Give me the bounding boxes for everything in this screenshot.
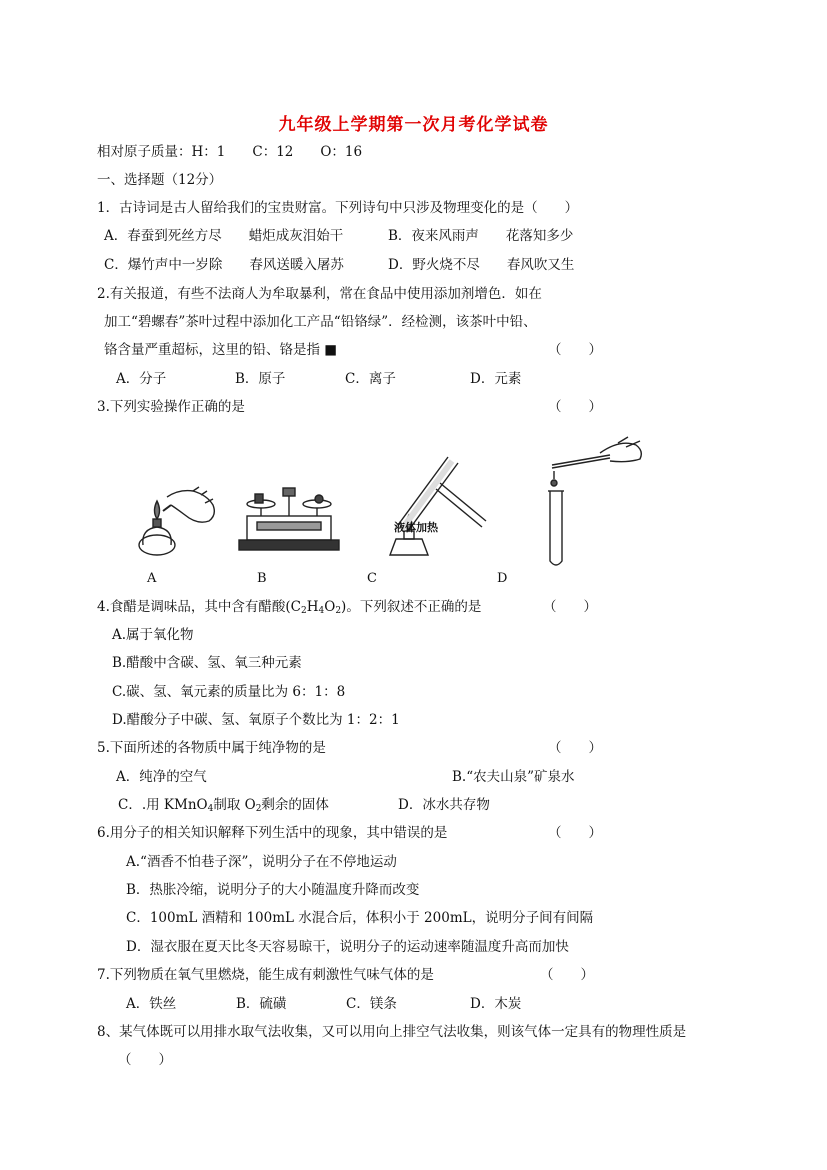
q1-option-b: B．夜来风雨声 花落知多少 bbox=[388, 228, 574, 244]
q7-option-d: D．木炭 bbox=[470, 996, 522, 1012]
q3-answer-paren: （ ） bbox=[548, 399, 602, 415]
atomic-mass-line: 相对原子质量：H：1 C：12 O：16 bbox=[97, 144, 363, 160]
q5-answer-paren: （ ） bbox=[548, 740, 602, 756]
q6-option-d: D．湿衣服在夏天比冬天容易晾干，说明分子的运动速率随温度升高而加快 bbox=[126, 939, 569, 955]
q4-option-d: D.醋酸分子中碳、氢、氧原子个数比为 1：2：1 bbox=[112, 712, 400, 728]
figure-label-d: D bbox=[497, 571, 508, 586]
figure-c-liquid-heating bbox=[382, 455, 492, 560]
q1-stem: 1．古诗词是古人留给我们的宝贵财富。下列诗句中只涉及物理变化的是（ ） bbox=[97, 200, 579, 216]
q6-option-a: A.“酒香不怕巷子深”，说明分子在不停地运动 bbox=[126, 854, 397, 870]
q2-stem-line2: 加工“碧螺春”茶叶过程中添加化工产品“铅铬绿”．经检测，该茶叶中铅、 bbox=[104, 314, 537, 330]
q6-option-c: C．100mL 酒精和 100mL 水混合后，体积小于 200mL，说明分子间有间隔 bbox=[126, 910, 594, 926]
q1-option-d: D．野火烧不尽 春风吹又生 bbox=[388, 257, 575, 273]
q2-answer-paren: （ ） bbox=[548, 342, 602, 358]
q2-option-a: A．分子 bbox=[116, 371, 167, 387]
q5-option-a: A．纯净的空气 bbox=[116, 769, 207, 785]
q5-option-d: D．冰水共存物 bbox=[398, 797, 490, 813]
q6-option-b: B．热胀冷缩，说明分子的大小随温度升降而改变 bbox=[126, 882, 420, 898]
q2-option-b: B．原子 bbox=[235, 371, 286, 387]
q6-answer-paren: （ ） bbox=[548, 825, 602, 841]
q2-stem-line3: 铬含量严重超标，这里的铅、铬是指 ■ bbox=[104, 342, 338, 358]
q5-option-b: B.“农夫山泉”矿泉水 bbox=[452, 769, 575, 785]
q7-stem: 7.下列物质在氧气里燃烧，能生成有刺激性气味气体的是 bbox=[97, 967, 434, 983]
q8-stem: 8、某气体既可以用排水取气法收集，又可以用向上排空气法收集，则该气体一定具有的物理性质是 bbox=[97, 1024, 687, 1040]
q5-option-c: C．.用 KMnO$_4$制取 $O_2$剩余的固体 bbox=[118, 797, 329, 814]
page-title: 九年级上学期第一次月考化学试卷 bbox=[278, 115, 549, 135]
q1-option-c: C．爆竹声中一岁除 春风送暖入屠苏 bbox=[104, 257, 344, 273]
q8-answer-paren: （ ） bbox=[118, 1052, 172, 1068]
section-heading: 一、选择题（12分） bbox=[97, 172, 223, 188]
figure-d-dropper bbox=[540, 435, 650, 570]
q4-stem: 4.食醋是调味品，其中含有醋酸$(C_2H_4O_2)$。下列叙述不正确的是 bbox=[97, 599, 482, 616]
q4-answer-paren: （ ） bbox=[543, 599, 597, 615]
q1-option-a: A．春蚕到死丝方尽 蜡炬成灰泪始干 bbox=[104, 228, 344, 244]
q3-stem: 3.下列实验操作正确的是 bbox=[97, 399, 245, 415]
q7-option-c: C．镁条 bbox=[346, 996, 397, 1012]
q6-stem: 6.用分子的相关知识解释下列生活中的现象，其中错误的是 bbox=[97, 825, 448, 841]
figure-label-b: B bbox=[257, 571, 267, 586]
q7-answer-paren: （ ） bbox=[540, 967, 594, 983]
figure-c-caption: 液体加热 bbox=[394, 521, 438, 534]
q2-option-d: D．元素 bbox=[470, 371, 522, 387]
q2-stem-line1: 2.有关报道，有些不法商人为牟取暴利，常在食品中使用添加剂增色．如在 bbox=[97, 286, 542, 302]
figure-a-alcohol-lamp bbox=[135, 485, 230, 560]
q7-option-b: B．硫磺 bbox=[236, 996, 287, 1012]
figure-label-a: A bbox=[147, 571, 157, 586]
figure-b-balance bbox=[235, 482, 345, 554]
figure-label-c: C bbox=[367, 571, 377, 586]
q2-option-c: C．离子 bbox=[345, 371, 396, 387]
q4-option-a: A.属于氧化物 bbox=[112, 627, 194, 643]
q5-stem: 5.下面所述的各物质中属于纯净物的是 bbox=[97, 740, 326, 756]
q4-option-c: C.碳、氢、氧元素的质量比为 6：1：8 bbox=[112, 684, 346, 700]
q4-option-b: B.醋酸中含碳、氢、氧三种元素 bbox=[112, 655, 302, 671]
q7-option-a: A．铁丝 bbox=[126, 996, 177, 1012]
